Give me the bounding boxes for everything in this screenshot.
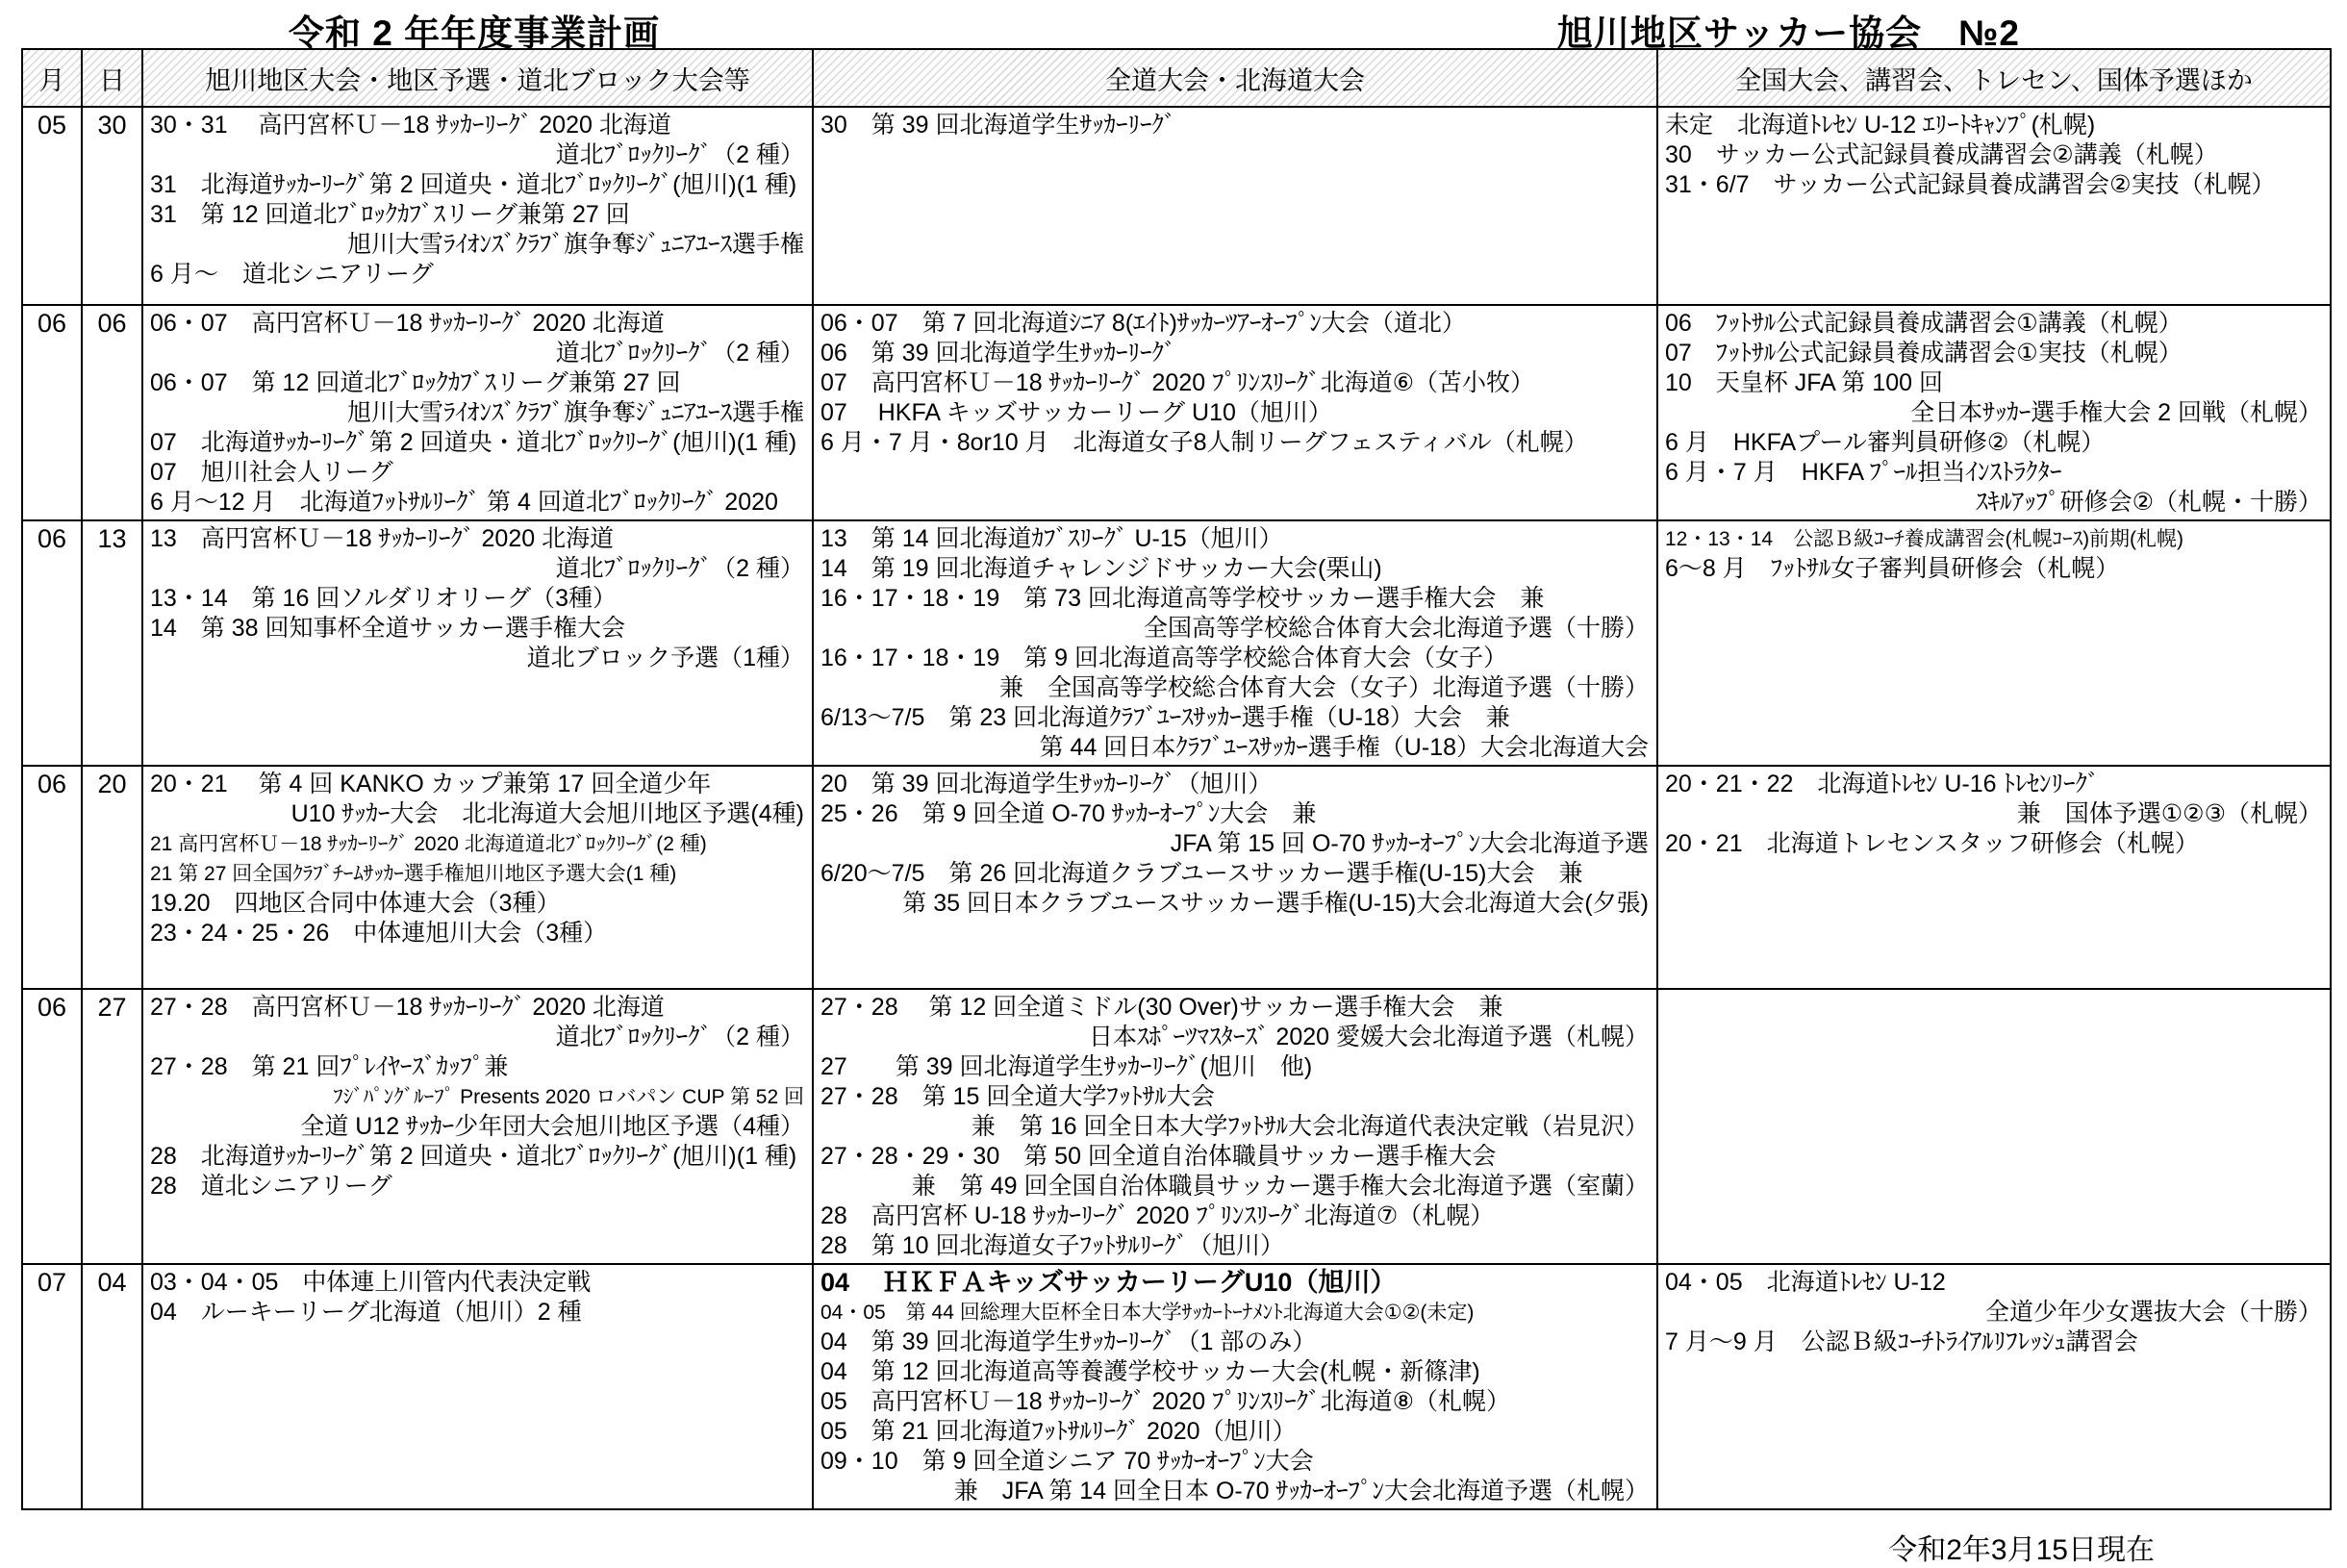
table-row (22, 520, 2331, 766)
event-line: 未定 北海道ﾄﾚｾﾝ U-12 ｴﾘｰﾄｷｬﾝﾌﾟ(札幌) (1665, 112, 2096, 139)
event-line: 道北ブロック予選（1種） (526, 645, 804, 671)
as-of-date: 令和2年3月15日現在 (1888, 1534, 2155, 1566)
event-line: 7 月～9 月 公認Ｂ級ｺｰﾁﾄﾗｲｱﾙﾘﾌﾚｯｼｭ講習会 (1665, 1328, 2138, 1355)
event-line: 27・28 第 12 回全道ミドル(30 Over)サッカー選手権大会 兼 (820, 994, 1503, 1021)
event-line: 旭川大雪ﾗｲｵﾝｽﾞｸﾗﾌﾞ旗争奪ｼﾞｭﾆｱﾕｰｽ選手権 (346, 399, 804, 426)
event-line: 兼 JFA 第 14 回全日本 O-70 ｻｯｶｰｵｰﾌﾟﾝ大会北海道予選（札幌） (953, 1478, 1649, 1505)
cell-hokkaido-events (813, 989, 1657, 1264)
event-line: 31・6/7 サッカー公式記録員養成講習会②実技（札幌） (1665, 171, 2276, 198)
cell-day: 06 (82, 305, 142, 520)
event-line: 13・14 第 16 回ソルダリオリーグ（3種） (150, 585, 617, 612)
event-line: 28 高円宮杯 U-18 ｻｯｶｰﾘｰｸﾞ 2020 ﾌﾟﾘﾝｽﾘｰｸﾞ北海道⑦（札幌） (820, 1202, 1495, 1229)
event-line: ﾌｼﾞﾊﾟﾝｸﾞﾙｰﾌﾟ Presents 2020 ロバパン CUP 第 52 回 (333, 1086, 804, 1108)
event-line: 10 天皇杯 JFA 第 100 回 (1665, 369, 1943, 396)
cell-hokkaido-events (813, 107, 1657, 305)
event-line: 道北ﾌﾞﾛｯｸﾘｰｸﾞ（2 種） (555, 141, 804, 168)
event-line: 日本ｽﾎﾟｰﾂﾏｽﾀｰｽﾞ 2020 愛媛大会北海道予選（札幌） (1088, 1024, 1649, 1050)
cell-month: 06 (22, 520, 82, 766)
table-row (22, 1264, 2331, 1509)
cell-national-events (1657, 305, 2331, 520)
event-line: 05 第 21 回北海道ﾌｯﾄｻﾙﾘｰｸﾞ 2020（旭川） (820, 1418, 1297, 1445)
cell-hokkaido-events (813, 766, 1657, 989)
cell-hokkaido-events (813, 520, 1657, 766)
event-line: 06・07 第 12 回道北ﾌﾞﾛｯｸｶﾌﾞｽリーグ兼第 27 回 (150, 369, 681, 396)
cell-local-events (142, 107, 813, 305)
schedule-table (21, 48, 2332, 1510)
event-line: 全日本ｻｯｶｰ選手権大会 2 回戦（札幌） (1910, 399, 2322, 426)
table-row (22, 989, 2331, 1264)
header-local-column: 旭川地区大会・地区予選・道北ブロック大会等 (142, 49, 813, 107)
cell-local-events (142, 520, 813, 766)
event-line: 06 ﾌｯﾄｻﾙ公式記録員養成講習会①講義（札幌） (1665, 310, 2183, 337)
cell-hokkaido-events (813, 305, 1657, 520)
event-line: 20 第 39 回北海道学生ｻｯｶｰﾘｰｸﾞ（旭川） (820, 771, 1273, 797)
event-line: 道北ﾌﾞﾛｯｸﾘｰｸﾞ（2 種） (555, 340, 804, 367)
event-line: 兼 第 49 回全国自治体職員サッカー選手権大会北海道予選（室蘭） (911, 1173, 1649, 1200)
cell-day: 30 (82, 107, 142, 305)
header-month: 月 (22, 49, 82, 107)
event-line: 16・17・18・19 第 73 回北海道高等学校サッカー選手権大会 兼 (820, 585, 1545, 612)
event-line: 6 月・7 月・8or10 月 北海道女子8人制リーグフェスティバル（札幌） (820, 429, 1588, 456)
event-line: 30・31 高円宮杯Ｕ－18 ｻｯｶｰﾘｰｸﾞ 2020 北海道 (150, 112, 671, 139)
cell-month: 07 (22, 1264, 82, 1509)
event-line: 6～8 月 ﾌｯﾄｻﾙ女子審判員研修会（札幌） (1665, 555, 2120, 582)
event-line: 06・07 高円宮杯Ｕ－18 ｻｯｶｰﾘｰｸﾞ 2020 北海道 (150, 310, 665, 337)
event-line: 20・21 北海道トレセンスタッフ研修会（札幌） (1665, 830, 2199, 857)
event-line: 兼 全国高等学校総合体育大会（女子）北海道予選（十勝） (998, 674, 1649, 701)
cell-national-events (1657, 989, 2331, 1264)
event-line: 28 第 10 回北海道女子ﾌｯﾄｻﾙﾘｰｸﾞ（旭川） (820, 1232, 1285, 1259)
event-line: 6 月 HKFAプール審判員研修②（札幌） (1665, 429, 2106, 456)
event-line: 6/20～7/5 第 26 回北海道クラブユースサッカー選手権(U-15)大会 兼 (820, 860, 1583, 887)
organization-title: 旭川地区サッカー協会 №2 (1556, 13, 2020, 53)
event-line: 兼 第 16 回全日本大学ﾌｯﾄｻﾙ大会北海道代表決定戦（岩見沢） (971, 1113, 1649, 1140)
header-row (22, 49, 2331, 107)
event-line: 旭川大雪ﾗｲｵﾝｽﾞｸﾗﾌﾞ旗争奪ｼﾞｭﾆｱﾕｰｽ選手権 (346, 231, 804, 258)
event-line: JFA 第 15 回 O-70 ｻｯｶｰｵｰﾌﾟﾝ大会北海道予選 (1170, 830, 1649, 857)
event-line: 25・26 第 9 回全道 O-70 ｻｯｶｰｵｰﾌﾟﾝ大会 兼 (820, 800, 1317, 827)
cell-local-events (142, 1264, 813, 1509)
event-line: 27・28 第 21 回ﾌﾟﾚｲﾔｰｽﾞｶｯﾌﾟ兼 (150, 1053, 509, 1080)
event-line: 28 道北シニアリーグ (150, 1173, 392, 1200)
cell-national-events (1657, 520, 2331, 766)
cell-month: 06 (22, 989, 82, 1264)
cell-month: 06 (22, 305, 82, 520)
event-line: 07 旭川社会人リーグ (150, 459, 393, 486)
event-line: 兼 国体予選①②③（札幌） (2016, 800, 2322, 827)
event-line: 06 第 39 回北海道学生ｻｯｶｰﾘｰｸﾞ (820, 340, 1176, 367)
cell-day: 27 (82, 989, 142, 1264)
event-line: 07 ﾌｯﾄｻﾙ公式記録員養成講習会①実技（札幌） (1665, 340, 2183, 367)
event-line: 19.20 四地区合同中体連大会（3種） (150, 890, 561, 917)
event-line: 道北ﾌﾞﾛｯｸﾘｰｸﾞ（2 種） (555, 1024, 804, 1050)
event-line: 20・21・22 北海道ﾄﾚｾﾝ U-16 ﾄﾚｾﾝﾘｰｸﾞ (1665, 771, 2100, 797)
header-day: 日 (82, 49, 142, 107)
event-line: 第 35 回日本クラブユースサッカー選手権(U-15)大会北海道大会(夕張) (902, 890, 1649, 917)
event-line: 27・28 高円宮杯Ｕ－18 ｻｯｶｰﾘｰｸﾞ 2020 北海道 (150, 994, 665, 1021)
table-row (22, 305, 2331, 520)
event-line: 道北ﾌﾞﾛｯｸﾘｰｸﾞ（2 種） (555, 555, 804, 582)
event-line: 全道少年少女選抜大会（十勝） (1984, 1299, 2322, 1326)
cell-hokkaido-events (813, 1264, 1657, 1509)
event-line: 21 第 27 回全国ｸﾗﾌﾞﾁｰﾑｻｯｶｰ選手権旭川地区予選大会(1 種) (150, 863, 677, 885)
event-line: 05 高円宮杯Ｕ－18 ｻｯｶｰﾘｰｸﾞ 2020 ﾌﾟﾘﾝｽﾘｰｸﾞ北海道⑧（札幌） (820, 1388, 1510, 1415)
cell-national-events (1657, 107, 2331, 305)
event-line: 21 高円宮杯Ｕ－18 ｻｯｶｰﾘｰｸﾞ 2020 北海道道北ﾌﾞﾛｯｸﾘｰｸﾞ(2 種) (150, 833, 707, 855)
header-hokkaido-column: 全道大会・北海道大会 (813, 49, 1657, 107)
event-line: 6 月～12 月 北海道ﾌｯﾄｻﾙﾘｰｸﾞ 第 4 回道北ﾌﾞﾛｯｸﾘｰｸﾞ 2020 (150, 489, 778, 516)
event-line: 16・17・18・19 第 9 回北海道高等学校総合体育大会（女子） (820, 645, 1508, 671)
table-row (22, 766, 2331, 989)
cell-local-events (142, 989, 813, 1264)
event-line: 30 第 39 回北海道学生ｻｯｶｰﾘｰｸﾞ (820, 112, 1176, 139)
event-line: 13 第 14 回北海道ｶﾌﾞｽﾘｰｸﾞ U-15（旭川） (820, 525, 1283, 552)
event-line: 23・24・25・26 中体連旭川大会（3種） (150, 920, 608, 947)
event-line: 04・05 第 44 回総理大臣杯全日本大学ｻｯｶｰﾄｰﾅﾒﾝﾄ北海道大会①②(未定) (820, 1302, 1475, 1324)
event-line: 6 月・7 月 HKFA ﾌﾟｰﾙ担当ｲﾝｽﾄﾗｸﾀｰ (1665, 459, 2062, 486)
event-line: 14 第 19 回北海道チャレンジドサッカー大会(栗山) (820, 555, 1382, 582)
event-line: 09・10 第 9 回全道シニア 70 ｻｯｶｰｵｰﾌﾟﾝ大会 (820, 1448, 1314, 1475)
event-line: 31 北海道ｻｯｶｰﾘｰｸﾞ第 2 回道央・道北ﾌﾞﾛｯｸﾘｰｸﾞ(旭川)(1 種) (150, 171, 797, 198)
event-line: 13 高円宮杯Ｕ－18 ｻｯｶｰﾘｰｸﾞ 2020 北海道 (150, 525, 615, 552)
event-line: 14 第 38 回知事杯全道サッカー選手権大会 (150, 615, 626, 642)
event-line: 04 ＨＫＦＡキッズサッカーリーグU10（旭川） (820, 1268, 1397, 1297)
event-line: 全国高等学校総合体育大会北海道予選（十勝） (1143, 615, 1649, 642)
event-line: 07 北海道ｻｯｶｰﾘｰｸﾞ第 2 回道央・道北ﾌﾞﾛｯｸﾘｰｸﾞ(旭川)(1 種) (150, 429, 797, 456)
event-line: 12・13・14 公認Ｂ級ｺｰﾁ養成講習会(札幌ｺｰｽ)前期(札幌) (1665, 528, 2184, 550)
event-line: 6/13～7/5 第 23 回北海道ｸﾗﾌﾞﾕｰｽｻｯｶｰ選手権（U-18）大会 兼 (820, 704, 1510, 731)
event-line: 28 北海道ｻｯｶｰﾘｰｸﾞ第 2 回道央・道北ﾌﾞﾛｯｸﾘｰｸﾞ(旭川)(1 種) (150, 1143, 797, 1170)
page-title: 令和 2 年年度事業計画 (289, 13, 661, 53)
cell-day: 13 (82, 520, 142, 766)
event-line: 04 第 39 回北海道学生ｻｯｶｰﾘｰｸﾞ（1 部のみ） (820, 1328, 1317, 1355)
cell-local-events (142, 305, 813, 520)
cell-national-events (1657, 1264, 2331, 1509)
event-line: ｽｷﾙｱｯﾌﾟ研修会②（札幌・十勝） (1976, 489, 2322, 516)
event-line: 27・28 第 15 回全道大学ﾌｯﾄｻﾙ大会 (820, 1083, 1215, 1110)
cell-national-events (1657, 766, 2331, 989)
event-line: 全道 U12 ｻｯｶｰ少年団大会旭川地区予選（4種） (300, 1113, 804, 1140)
event-line: 30 サッカー公式記録員養成講習会②講義（札幌） (1665, 141, 2218, 168)
event-line: 20・21 第 4 回 KANKO カップ兼第 17 回全道少年 (150, 771, 712, 797)
cell-local-events (142, 766, 813, 989)
cell-day: 04 (82, 1264, 142, 1509)
event-line: 04 第 12 回北海道高等養護学校サッカー大会(札幌・新篠津) (820, 1358, 1480, 1385)
event-line: 03・04・05 中体連上川管内代表決定戦 (150, 1269, 592, 1296)
cell-day: 20 (82, 766, 142, 989)
header-national-column: 全国大会、講習会、トレセン、国体予選ほか (1657, 49, 2331, 107)
cell-month: 06 (22, 766, 82, 989)
event-line: 27・28・29・30 第 50 回全道自治体職員サッカー選手権大会 (820, 1143, 1497, 1170)
event-line: 07 HKFA キッズサッカーリーグ U10（旭川） (820, 399, 1332, 426)
title-bar (0, 0, 2347, 53)
table-row (22, 107, 2331, 305)
event-line: 07 高円宮杯Ｕ－18 ｻｯｶｰﾘｰｸﾞ 2020 ﾌﾟﾘﾝｽﾘｰｸﾞ北海道⑥（苫小牧） (820, 369, 1534, 396)
event-line: 31 第 12 回道北ﾌﾞﾛｯｸｶﾌﾞｽリーグ兼第 27 回 (150, 201, 630, 228)
event-line: 04・05 北海道ﾄﾚｾﾝ U-12 (1665, 1269, 1946, 1296)
event-line: U10 ｻｯｶｰ大会 北北海道大会旭川地区予選(4種) (290, 800, 804, 827)
event-line: 27 第 39 回北海道学生ｻｯｶｰﾘｰｸﾞ(旭川 他) (820, 1053, 1313, 1080)
event-line: 06・07 第 7 回北海道ｼﾆｱ 8(ｴｲﾄ)ｻｯｶｰﾂｱｰｵｰﾌﾟﾝ大会（道北） (820, 310, 1466, 337)
event-line: 6 月～ 道北シニアリーグ (150, 261, 434, 288)
event-line: 第 44 回日本ｸﾗﾌﾞﾕｰｽｻｯｶｰ選手権（U-18）大会北海道大会 (1039, 734, 1649, 761)
cell-month: 05 (22, 107, 82, 305)
event-line: 04 ルーキーリーグ北海道（旭川）2 種 (150, 1299, 582, 1326)
